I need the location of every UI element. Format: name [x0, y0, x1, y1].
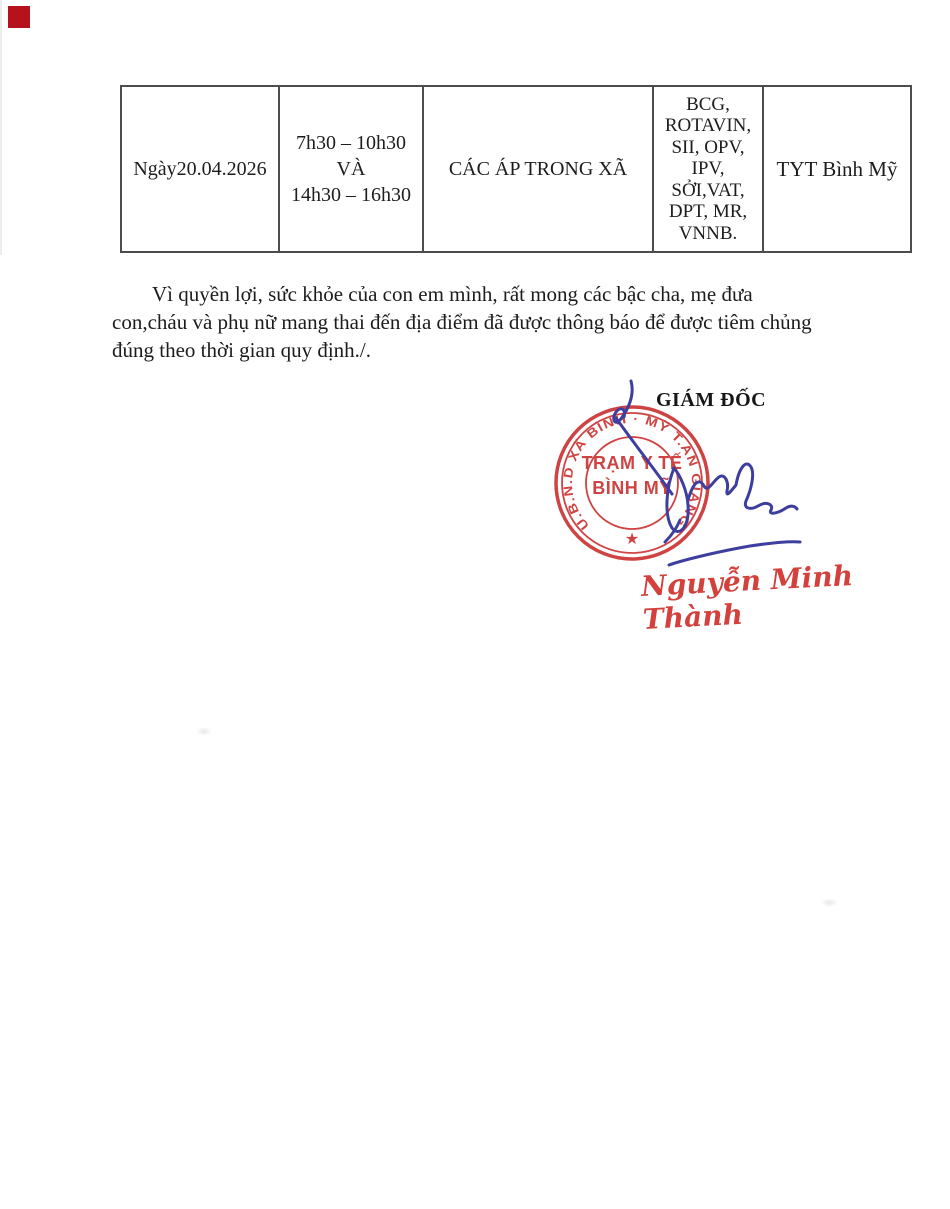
vaccination-schedule-table	[120, 85, 912, 253]
director-title: GIÁM ĐỐC	[656, 389, 767, 411]
unit-cell	[763, 86, 911, 252]
paragraph-line: đúng theo thời gian quy định./.	[112, 338, 372, 362]
vaccine-line: BCG,	[686, 93, 730, 115]
star-icon: ★	[624, 531, 640, 548]
scan-smudge	[820, 898, 838, 907]
signature-diagonal	[616, 418, 672, 494]
signature-underline-swoosh	[669, 542, 800, 565]
signature-top-loop	[614, 381, 632, 422]
location-value: CÁC ÁP TRONG XÃ	[448, 157, 628, 180]
table-row	[121, 86, 911, 252]
stamp-center-line2: BÌNH MỸ	[592, 478, 672, 498]
scan-edge-artifact	[0, 0, 2, 255]
paragraph-line: Vì quyền lợi, sức khỏe của con em mình, rất mong các bậc cha, mẹ đưa	[152, 282, 753, 306]
stamp-ring-text: U.B.N.D XÃ BÌNH · MỸ T.AN GIANG	[560, 411, 704, 533]
date-cell	[121, 86, 279, 252]
paragraph-line: con,cháu và phụ nữ mang thai đến địa điểm đã được thông báo để được tiêm chủng	[112, 310, 812, 334]
vaccine-line: IPV,	[691, 158, 725, 180]
signature-strokes	[614, 381, 800, 565]
date-value: Ngày20.04.2026	[133, 157, 267, 180]
signer-name: Nguyễn Minh Thành	[640, 558, 854, 636]
scan-red-square-artifact	[8, 6, 30, 28]
unit-value: TYT Bình Mỹ	[776, 156, 898, 181]
signature-scribble	[688, 464, 797, 513]
vaccine-line: SỞI,VAT,	[671, 179, 745, 201]
time-line: 14h30 – 16h30	[291, 184, 411, 206]
time-line: VÀ	[336, 158, 366, 180]
time-line: 7h30 – 10h30	[296, 132, 406, 154]
vaccine-line: ROTAVIN,	[664, 115, 752, 137]
time-cell	[279, 86, 423, 252]
scan-smudge	[196, 727, 212, 736]
vaccine-line: VNNB.	[678, 222, 738, 244]
notice-paragraph	[112, 280, 902, 364]
signature-d-loop	[665, 468, 688, 542]
stamp-center-line1: TRẠM Y TẾ	[581, 453, 683, 473]
vaccine-line: DPT, MR,	[668, 201, 748, 223]
location-cell	[423, 86, 653, 252]
vaccine-line: SII, OPV,	[671, 136, 745, 158]
director-signature-ink	[555, 370, 825, 575]
vaccines-cell	[653, 86, 763, 252]
